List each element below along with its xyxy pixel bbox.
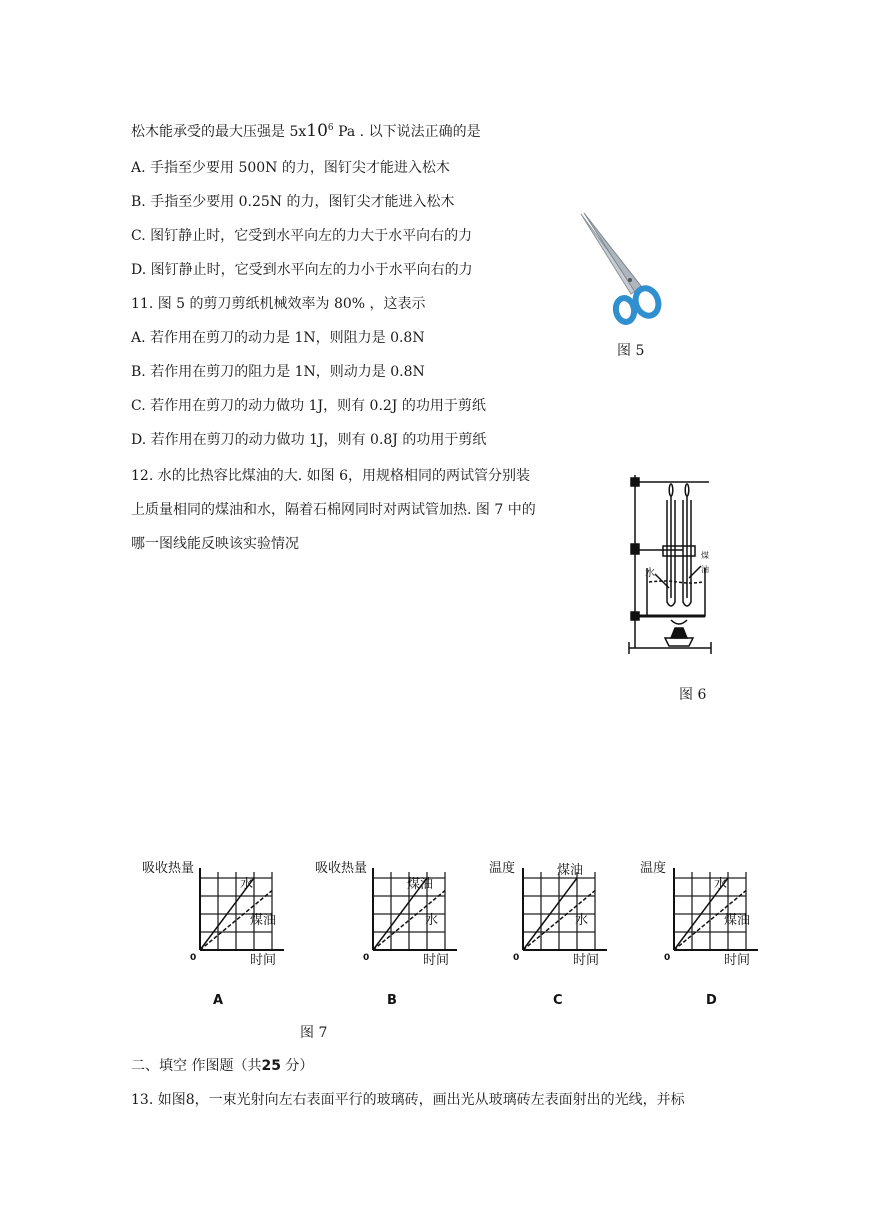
graph-b-ylabel: 吸收热量 xyxy=(315,861,368,876)
graph-b-letter: B xyxy=(387,993,397,1008)
section2-heading: 二、填空 作图题（共25 分） xyxy=(131,1058,314,1074)
graph-a-letter: A xyxy=(213,993,224,1008)
q12-line-3: 哪一图线能反映该实验情况 xyxy=(131,536,299,552)
graph-c-letter: C xyxy=(553,993,563,1008)
graph-a-ylabel: 吸收热量 xyxy=(142,861,195,876)
graph-d-ylabel: 温度 xyxy=(640,861,667,876)
graph-a-xlabel: 时间 xyxy=(250,953,277,968)
graph-b-upper-label: 煤油 xyxy=(407,877,434,892)
q11-option-c: C. 若作用在剪刀的动力做功 1J，则有 0.2J 的功用于剪纸 xyxy=(131,398,486,414)
graph-a-origin: 0 xyxy=(190,953,197,963)
graph-d-letter: D xyxy=(706,993,717,1008)
fig7-caption: 图 7 xyxy=(300,1025,328,1041)
graph-d-upper-label: 水 xyxy=(714,877,728,892)
graph-c-origin: 0 xyxy=(513,953,520,963)
fig6-label-oil-1: 煤 xyxy=(701,551,709,560)
q10-stem: 松木能承受的最大压强是 $5x10^6$ Pa . 以下说法正确的是 xyxy=(131,121,481,141)
fig6-caption: 图 6 xyxy=(679,687,707,703)
q12-line-2: 上质量相同的煤油和水，隔着石棉网同时对两试管加热. 图 7 中的 xyxy=(131,502,536,518)
q13-stem: 13. 如图8，一束光射向左右表面平行的玻璃砖，画出光从玻璃砖左表面射出的光线，并标 xyxy=(131,1092,685,1108)
q10-option-b: B. 手指至少要用 0.25N 的力，图钉尖才能进入松木 xyxy=(131,194,455,210)
fig5-caption: 图 5 xyxy=(617,343,645,359)
q12-line-1: 12. 水的比热容比煤油的大. 如图 6，用规格相同的两试管分别装 xyxy=(131,468,530,484)
graph-a-upper-label: 水 xyxy=(240,877,254,892)
fig6-label-oil-2: 油 xyxy=(701,565,709,574)
graph-c-ylabel: 温度 xyxy=(489,861,516,876)
q10-option-d: D. 图钉静止时，它受到水平向左的力小于水平向右的力 xyxy=(131,262,473,278)
graph-c-xlabel: 时间 xyxy=(573,953,600,968)
q11-option-d: D. 若作用在剪刀的动力做功 1J，则有 0.8J 的功用于剪纸 xyxy=(131,432,487,448)
q11-stem: 11. 图 5 的剪刀剪纸机械效率为 80% ，这表示 xyxy=(131,296,426,312)
graph-d-xlabel: 时间 xyxy=(724,953,751,968)
graph-b-xlabel: 时间 xyxy=(423,953,450,968)
graph-b-origin: 0 xyxy=(363,953,370,963)
q10-option-c: C. 图钉静止时，它受到水平向左的力大于水平向右的力 xyxy=(131,228,473,244)
graph-a-lower-label: 煤油 xyxy=(250,913,277,928)
q11-option-a: A. 若作用在剪刀的动力是 1N，则阻力是 0.8N xyxy=(131,330,425,346)
graph-d-origin: 0 xyxy=(664,953,671,963)
q10-option-a: A. 手指至少要用 500N 的力，图钉尖才能进入松木 xyxy=(131,160,450,176)
q11-option-b: B. 若作用在剪刀的阻力是 1N，则动力是 0.8N xyxy=(131,364,425,380)
graph-c-lower-label: 水 xyxy=(575,913,589,928)
graph-c-upper-label: 煤油 xyxy=(557,863,584,878)
graph-b-lower-label: 水 xyxy=(425,913,439,928)
graph-d-lower-label: 煤油 xyxy=(724,913,751,928)
fig6-label-water: 水 xyxy=(645,568,655,579)
